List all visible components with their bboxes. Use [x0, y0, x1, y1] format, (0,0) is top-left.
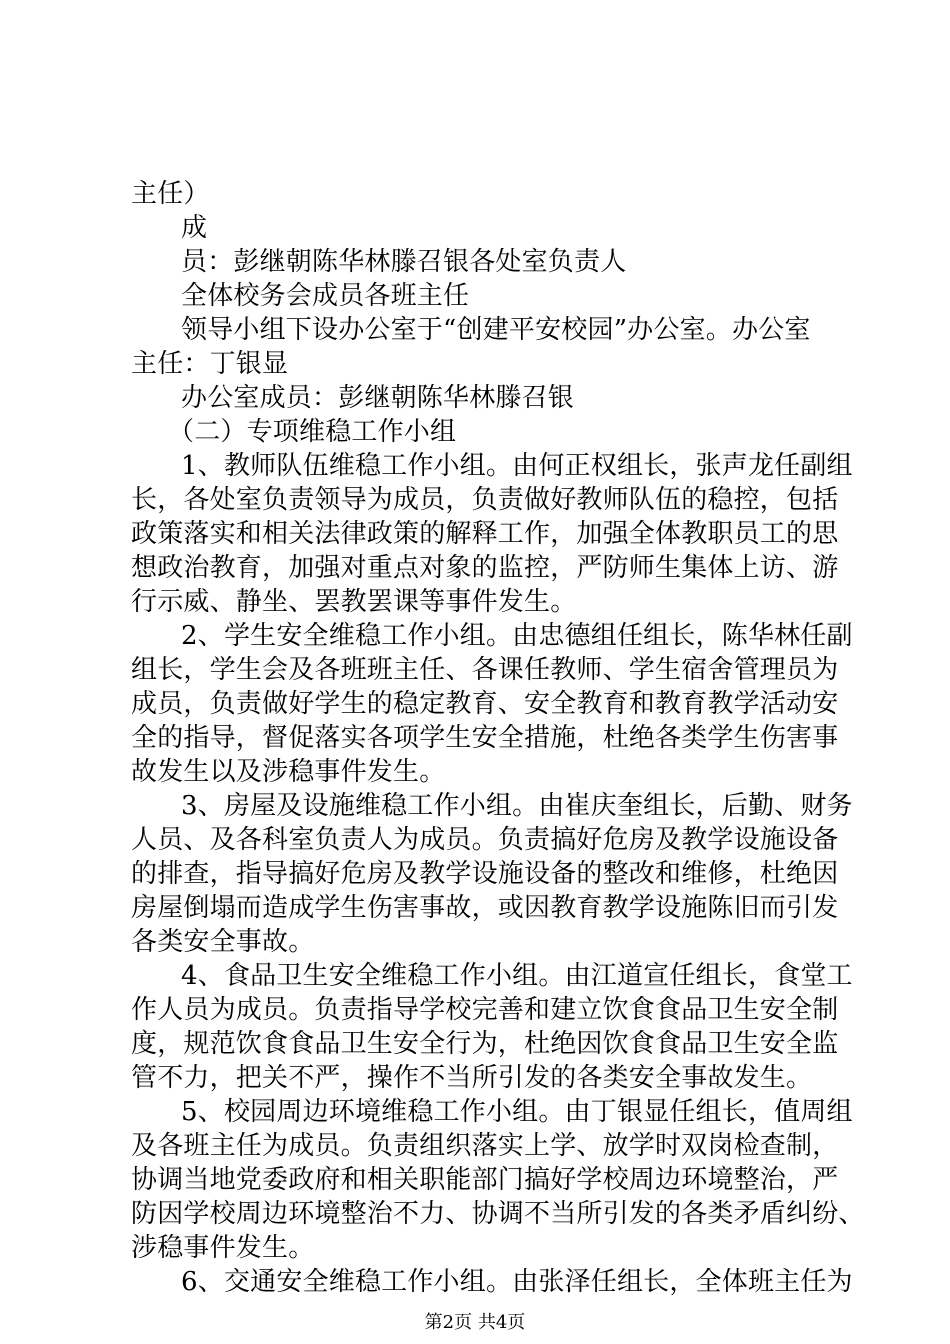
text-line: 房屋倒塌而造成学生伤害事故，或因教育教学设施陈旧而引发 — [131, 893, 839, 923]
text-line: 全的指导，督促落实各项学生安全措施，杜绝各类学生伤害事 — [131, 723, 839, 753]
text-line: 行示威、静坐、罢教罢课等事件发生。 — [131, 587, 577, 617]
text-line: 管不力，把关不严，操作不当所引发的各类安全事故发生。 — [131, 1063, 813, 1093]
text-line: 涉稳事件发生。 — [131, 1233, 315, 1263]
text-line: 6、交通安全维稳工作小组。由张泽任组长，全体班主任为 — [181, 1267, 853, 1297]
text-line: 员：彭继朝陈华林滕召银各处室负责人 — [181, 247, 627, 277]
text-line: 政策落实和相关法律政策的解释工作，加强全体教职员工的思 — [131, 519, 839, 549]
text-line: 故发生以及涉稳事件发生。 — [131, 757, 446, 787]
text-line: 各类安全事故。 — [131, 927, 315, 957]
text-line: 度，规范饮食食品卫生安全行为，杜绝因饮食食品卫生安全监 — [131, 1029, 839, 1059]
text-line: 3、房屋及设施维稳工作小组。由崔庆奎组长，后勤、财务 — [181, 791, 853, 821]
text-line: 5、校园周边环境维稳工作小组。由丁银显任组长，值周组 — [181, 1097, 853, 1127]
text-line: 长，各处室负责领导为成员，负责做好教师队伍的稳控，包括 — [131, 485, 839, 515]
text-line: 成员，负责做好学生的稳定教育、安全教育和教育教学活动安 — [131, 689, 839, 719]
text-line: 主任：丁银显 — [131, 349, 289, 379]
page-number-footer: 第2页 共4页 — [424, 1312, 526, 1333]
text-line: 1、教师队伍维稳工作小组。由何正权组长，张声龙任副组 — [181, 451, 853, 481]
text-line: 4、食品卫生安全维稳工作小组。由江道宣任组长，食堂工 — [181, 961, 853, 991]
text-line: 全体校务会成员各班主任 — [181, 281, 470, 311]
section-heading: （二）专项维稳工作小组 — [168, 417, 457, 447]
text-line: 组长，学生会及各班班主任、各课任教师、学生宿舍管理员为 — [131, 655, 839, 685]
text-line: 及各班主任为成员。负责组织落实上学、放学时双岗检查制， — [131, 1131, 839, 1161]
text-line: 主任） — [131, 179, 210, 209]
text-line: 想政治教育，加强对重点对象的监控，严防师生集体上访、游 — [131, 553, 839, 583]
text-line: 成 — [181, 213, 208, 243]
text-line: 的排查，指导搞好危房及教学设施设备的整改和维修，杜绝因 — [131, 859, 839, 889]
text-line: 防因学校周边环境整治不力、协调不当所引发的各类矛盾纠纷、 — [131, 1199, 865, 1229]
text-line: 作人员为成员。负责指导学校完善和建立饮食食品卫生安全制 — [131, 995, 839, 1025]
text-line: 协调当地党委政府和相关职能部门搞好学校周边环境整治，严 — [131, 1165, 839, 1195]
text-line: 2、学生安全维稳工作小组。由忠德组任组长，陈华林任副 — [181, 621, 853, 651]
text-line: 人员、及各科室负责人为成员。负责搞好危房及教学设施设备 — [131, 825, 839, 855]
text-line: 办公室成员：彭继朝陈华林滕召银 — [181, 383, 575, 413]
text-line: 领导小组下设办公室于“创建平安校园”办公室。办公室 — [181, 315, 811, 345]
